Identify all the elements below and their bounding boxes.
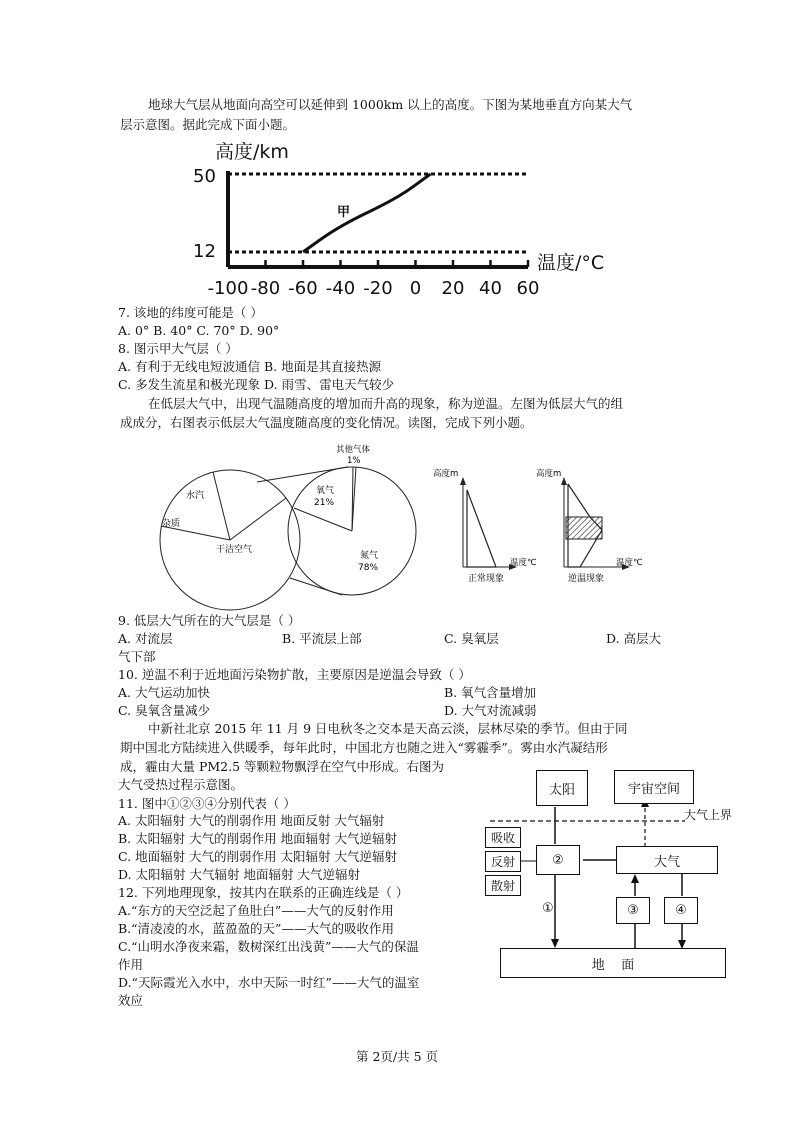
atmosphere-box <box>616 846 718 874</box>
q9-option-b: B. 平流层上部 <box>282 631 362 646</box>
q12-stem: 12. 下列地理现象，按其内在联系的正确连线是（ ） <box>118 885 409 900</box>
ground-box <box>500 948 726 978</box>
pie-right-nitrogen-value: 78% <box>358 563 379 573</box>
upper-boundary-label: 大气上界 <box>684 808 733 822</box>
pie-left-impurity-label: 杂质 <box>162 519 181 529</box>
circle4-label: ④ <box>675 903 687 918</box>
inversion-profile-caption: 逆温现象 <box>568 574 605 584</box>
intro3-line1: 中新社北京 2015 年 11 月 9 日电秋冬之交本是天高云淡，层林尽染的季节。但由于同 <box>148 721 628 736</box>
q9-option-a: A. 对流层 <box>118 631 173 646</box>
q10-option-d: D. 大气对流减弱 <box>444 703 537 718</box>
figure1-x-tick-label: 20 <box>441 278 465 299</box>
circle3-box <box>616 897 650 924</box>
pie-right-oxygen-label: 氧气 <box>316 486 335 496</box>
normal-profile-shape <box>467 490 496 567</box>
figure1-x-tick-label: 40 <box>479 278 502 299</box>
space-box <box>614 770 694 804</box>
sun-label: 太阳 <box>548 782 575 798</box>
figure1-x-tick-label: -100 <box>207 278 249 299</box>
q10-option-a: A. 大气运动加快 <box>118 685 210 700</box>
q11-stem: 11. 图中①②③④分别代表（ ） <box>118 796 296 811</box>
q9-option-d-continued: 气下部 <box>118 649 156 664</box>
q12-option-c-continued: 作用 <box>118 957 144 972</box>
intro1-line2: 层示意图。据此完成下面小题。 <box>120 117 296 132</box>
intro1-line1: 地球大气层从地面向高空可以延伸到 1000km 以上的高度。下图为某地垂直方向某大气 <box>148 97 633 112</box>
pie-right-other-value: 1% <box>347 456 361 466</box>
figure1-x-tick-label: -40 <box>325 278 356 299</box>
figure1-x-tick-label: 0 <box>409 278 422 299</box>
q8-options-cd: C. 多发生流星和极光现象 D. 雨雪、雷电天气较少 <box>118 377 395 392</box>
inversion-profile-x-label: 温度℃ <box>616 558 643 568</box>
intro3-line2: 期中国北方陆续进入供暖季，每年此时，中国北方也随之进入“雾霾季”。雾由水汽凝结形 <box>120 740 608 755</box>
figure1-x-tick-label: 60 <box>516 278 540 299</box>
q11-option-a: A. 太阳辐射 大气的削弱作用 地面反射 大气辐射 <box>118 813 385 828</box>
figure1-layer-label: 甲 <box>337 205 351 220</box>
q9-option-c: C. 臭氧层 <box>444 631 499 646</box>
intro3-line4: 大气受热过程示意图。 <box>118 777 244 792</box>
figure2-composition-and-profiles <box>150 440 650 615</box>
q10-stem: 10. 逆温不利于近地面污染物扩散，主要原因是逆温会导致（ ） <box>118 667 471 682</box>
q12-option-d-continued: 效应 <box>118 993 144 1008</box>
inversion-profile-y-label: 高度m <box>536 469 562 479</box>
q10-option-c: C. 臭氧含量减少 <box>118 703 211 718</box>
ground-label: 地 面 <box>591 957 635 973</box>
figure1-x-tick-label: -20 <box>363 278 393 299</box>
intro2-line2: 成成分，右图表示低层大气温度随高度的变化情况。读图，完成下列小题。 <box>120 415 533 430</box>
inversion-layer-hatch <box>566 517 602 539</box>
pie-right-nitrogen-label: 氮气 <box>360 551 379 561</box>
reflect-label: 反射 <box>490 855 515 869</box>
circle2-box <box>536 845 580 875</box>
q12-option-d: D.“天际霞光入水中，水中天际一时红”——大气的温室 <box>118 975 420 990</box>
atmosphere-label: 大气 <box>653 854 680 870</box>
q12-option-b: B.“清凌凌的水，蓝盈盈的天”——大气的吸收作用 <box>118 921 394 936</box>
q11-option-b: B. 太阳辐射 大气的削弱作用 地面辐射 大气逆辐射 <box>118 831 398 846</box>
q9-option-d: D. 高层大 <box>606 631 662 646</box>
q9-stem: 9. 低层大气所在的大气层是（ ） <box>118 613 301 628</box>
figure1-y-label: 高度/km <box>215 141 289 163</box>
normal-profile-x-label: 温度℃ <box>510 558 537 568</box>
scatter-label: 散射 <box>490 879 515 893</box>
q11-option-d: D. 太阳辐射 大气辐射 地面辐射 大气逆辐射 <box>118 867 360 882</box>
space-label: 宇宙空间 <box>627 781 680 797</box>
scatter-box <box>485 875 521 896</box>
circle2-label: ② <box>552 852 564 868</box>
sun-box <box>536 770 588 806</box>
figure1-x-label: 温度/°C <box>537 252 605 274</box>
absorb-box <box>485 827 521 848</box>
figure3-heating-diagram <box>480 760 750 985</box>
figure1-y-tick-50: 50 <box>193 166 216 187</box>
circle4-box <box>664 897 698 924</box>
normal-profile-caption: 正常现象 <box>468 574 505 584</box>
intro2-line1: 在低层大气中，出现气温随高度的增加而升高的现象，称为逆温。左图为低层大气的组 <box>148 396 624 411</box>
q8-options-ab: A. 有利于无线电短波通信 B. 地面是其直接热源 <box>118 359 382 374</box>
pie-left-dry-air-label: 干洁空气 <box>216 545 253 555</box>
absorb-label: 吸收 <box>490 831 515 845</box>
q12-option-c: C.“山明水净夜来霜，数树深红出浅黄”——大气的保温 <box>118 939 419 954</box>
figure1-x-tick-label: -80 <box>250 278 281 299</box>
pie-left-water-vapor-label: 水汽 <box>186 491 205 501</box>
circle1-label: ① <box>542 901 554 916</box>
reflect-box <box>485 851 521 872</box>
pie-right-other-label: 其他气体 <box>336 445 371 455</box>
circle3-label: ③ <box>627 903 639 918</box>
figure1-y-tick-12: 12 <box>193 241 216 262</box>
figure1-layer-curve <box>303 174 431 252</box>
figure1-x-tick-label: -60 <box>288 278 318 299</box>
q11-option-c: C. 地面辐射 大气的削弱作用 太阳辐射 大气逆辐射 <box>118 849 397 864</box>
q10-option-b: B. 氧气含量增加 <box>444 685 537 700</box>
figure1-x-tick-labels <box>208 278 540 299</box>
normal-profile-y-label: 高度m <box>433 469 459 479</box>
q12-option-a: A.“东方的天空泛起了鱼肚白”——大气的反射作用 <box>118 903 394 918</box>
q7-options: A. 0° B. 40° C. 70° D. 90° <box>118 323 280 338</box>
q7-stem: 7. 该地的纬度可能是（ ） <box>118 305 263 320</box>
page-footer: 第 2页/共 5 页 <box>355 1049 439 1064</box>
q8-stem: 8. 图示甲大气层（ ） <box>118 341 238 356</box>
figure1-layer-chart <box>185 138 625 300</box>
intro3-line3: 成，霾由大量 PM2.5 等颗粒物飘浮在空气中形成。右图为 <box>120 759 445 774</box>
pie-right-oxygen-value: 21% <box>314 498 335 508</box>
